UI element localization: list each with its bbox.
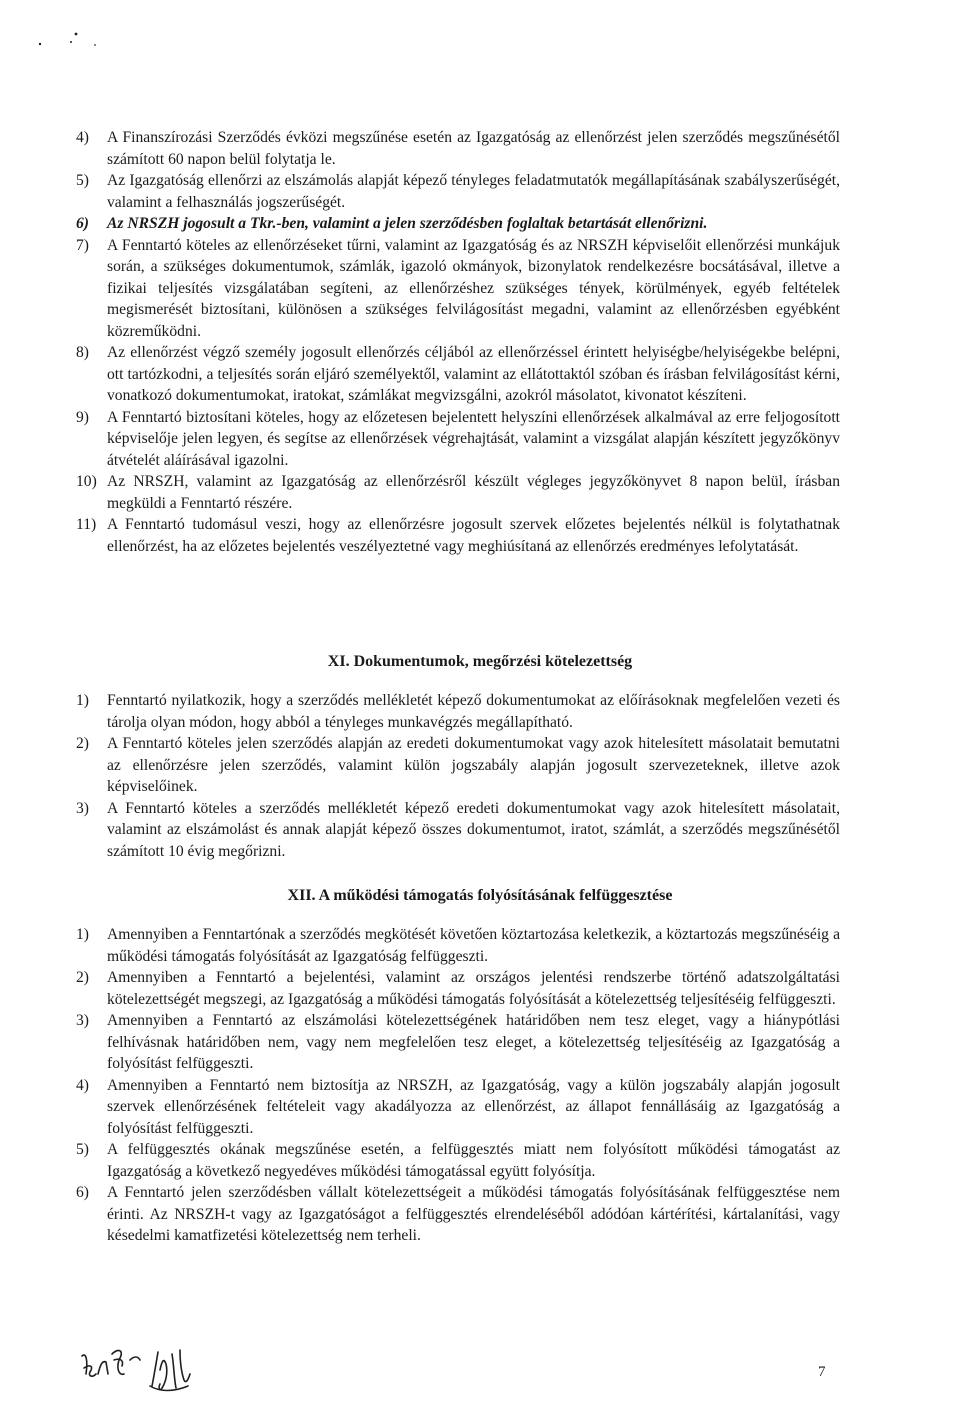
item-text: A Finanszírozási Szerződés évközi megszűnése esetén az Igazgatóság az ellenőrzést jelen szerződés megszűnésétől számított 60 napon belül folytatja le. (107, 129, 840, 168)
item-text: A Fenntartó köteles az ellenőrzéseket tűrni, valamint az Igazgatóság és az NRSZH képviselőit ellenőrzési munkájuk során, a szükséges dokumentumok, számlák, igazoló okmányok, bizonylatok rendelkezésre bocsátásával, illetve a fizikai teljesítés vizsgálatában segíteni, az ellenőrzéshez szükséges tények, körülmények, egyéb feltételek megismerését biztosítani, különösen a szükséges felvilágosítást megadni, valamint az ellenőrzésben egyébként közreműködni. (107, 236, 840, 340)
item-number: 1) (76, 926, 89, 943)
item-text: A Fenntartó köteles jelen szerződés alapján az eredeti dokumentumokat vagy azok hitelesített másolatait bemutatni az ellenőrzésre jelen szerződés, valamint külön jogszabály alapján jogosult szervezeteknek, illetve azok képviselőinek. (107, 735, 840, 795)
item-text: Amennyiben a Fenntartónak a szerződés megkötését követően köztartozása keletkezik, a köztartozás megszűnéséig a működési támogatás folyósítását az Igazgatóság felfüggeszti. (107, 926, 840, 965)
list-item (76, 514, 840, 557)
list-item (76, 1139, 840, 1182)
scan-specks (38, 28, 158, 48)
section-xi-list (76, 690, 840, 862)
page-number: 7 (818, 1364, 826, 1380)
list-item (76, 235, 840, 343)
item-number: 6) (76, 1184, 89, 1201)
list-item (76, 471, 840, 514)
item-number: 5) (76, 1141, 89, 1158)
item-text: Az NRSZH, valamint az Igazgatóság az ellenőrzésről készült végleges jegyzőkönyvet 8 napon belül, írásban megküldi a Fenntartó részére. (107, 473, 840, 512)
item-number: 8) (76, 344, 89, 361)
item-number: 5) (76, 172, 89, 189)
item-text: A Fenntartó köteles a szerződés mellékletét képező eredeti dokumentumokat vagy azok hitelesített másolatait, valamint az elszámolást és annak alapját képező összes dokumentumot, iratot, számlát, a szerződés megszűnésétől számított 10 évig megőrizni. (107, 799, 840, 860)
item-number: 6) (76, 215, 89, 232)
list-item (76, 690, 840, 733)
list-item-emphasized (76, 213, 840, 235)
item-text: Az NRSZH jogosult a Tkr.-ben, valamint a jelen szerződésben foglaltak betartását ellenőrizni. (107, 215, 708, 232)
list-item (76, 127, 840, 170)
item-number: 3) (76, 799, 89, 817)
item-text: Amennyiben a Fenntartó a bejelentési, valamint az országos jelentési rendszerbe történő adatszolgáltatási kötelezettségét megszegi, az Igazgatóság a működési támogatás folyósítását a kötelezettség teljesítéséig felfüggeszti. (107, 969, 840, 1008)
list-item (76, 170, 840, 213)
section-x-list (76, 127, 840, 557)
item-text: A felfüggesztés okának megszűnése esetén, a felfüggesztés miatt nem folyósított működési támogatást az Igazgatóság a következő negyedéves működési támogatással együtt folyósítja. (107, 1141, 840, 1180)
item-text: Az ellenőrzést végző személy jogosult ellenőrzés céljából az ellenőrzéssel érintett helyiségbe/helyiségekbe belépni, ott tartózkodni, a teljesítés során eljáró személyektől, valamint az ellátottaktól szóban és írásban felvilágosítást kérni, vonatkozó dokumentumokat, iratokat, számlákat megvizsgálni, azokról másolatot, kivonatot készíteni. (107, 344, 840, 404)
list-item (76, 924, 840, 967)
item-text: Amennyiben a Fenntartó az elszámolási kötelezettségének határidőben nem tesz eleget, vagy a hiánypótlási felhívásnak határidőben nem, vagy nem megfelelően tesz eleget, a kötelezettség teljesítéséig az Igazgatóság a folyósítást felfüggeszti. (107, 1012, 840, 1072)
item-text: Az Igazgatóság ellenőrzi az elszámolás alapját képező tényleges feladatmutatók megállapításának szabályszerűségét, valamint a felhasználás jogszerűségét. (107, 172, 840, 211)
item-text: A Fenntartó biztosítani köteles, hogy az előzetesen bejelentett helyszíni ellenőrzések alkalmával az erre feljogosított képviselője jelen legyen, és segítse az ellenőrzések végrehajtását, valamint a vizsgálat alapján készített jegyzőkönyv átvételét aláírásával igazolni. (107, 408, 840, 469)
item-number: 3) (76, 1012, 89, 1029)
item-text: A Fenntartó tudomásul veszi, hogy az ellenőrzésre jogosult szervek előzetes bejelentés nélkül is folytathatnak ellenőrzést, ha az előzetes bejelentés veszélyeztetné vagy meghiúsítaná az ellenőrzés eredményes lefolytatását. (107, 516, 840, 555)
item-number: 9) (76, 408, 89, 426)
list-item (76, 967, 840, 1010)
list-item (76, 733, 840, 798)
item-number: 7) (76, 236, 89, 254)
item-number: 4) (76, 129, 89, 146)
list-item (76, 407, 840, 472)
item-text: Amennyiben a Fenntartó nem biztosítja az NRSZH, az Igazgatóság, vagy a külön jogszabály alapján jogosult szervek ellenőrzésének feltételeit vagy akadályozza az ellenőrzést, az állapot fennállásáig az Igazgatóság a folyósítást felfüggeszti. (107, 1076, 840, 1137)
item-text: A Fenntartó jelen szerződésben vállalt kötelezettségeit a működési támogatás folyósításának felfüggesztése nem érinti. Az NRSZH-t vagy az Igazgatóságot a felfüggesztés elrendeléséből adódóan kártérítési, kártalanítási, vagy késedelmi kamatfizetési kötelezettség nem terheli. (107, 1184, 840, 1244)
list-item (76, 1075, 840, 1140)
item-number: 1) (76, 692, 89, 709)
list-item (76, 342, 840, 407)
item-text: Fenntartó nyilatkozik, hogy a szerződés mellékletét képező dokumentumokat az előírásoknak megfelelően vezeti és tárolja olyan módon, hogy abból a tényleges munkavégzés megállapítható. (107, 692, 840, 731)
item-number: 11) (76, 516, 97, 533)
list-item (76, 1182, 840, 1247)
item-number: 10) (76, 473, 97, 490)
handwritten-initials (76, 1330, 216, 1405)
section-xii-list (76, 924, 840, 1247)
section-xii-heading: XII. A működési támogatás folyósításának felfüggesztése (287, 887, 673, 904)
item-number: 2) (76, 735, 89, 752)
list-item (76, 1010, 840, 1075)
section-xi-heading: XI. Dokumentumok, megőrzési kötelezettség (327, 653, 633, 670)
item-number: 2) (76, 969, 89, 986)
item-number: 4) (76, 1076, 89, 1094)
list-item (76, 798, 840, 863)
